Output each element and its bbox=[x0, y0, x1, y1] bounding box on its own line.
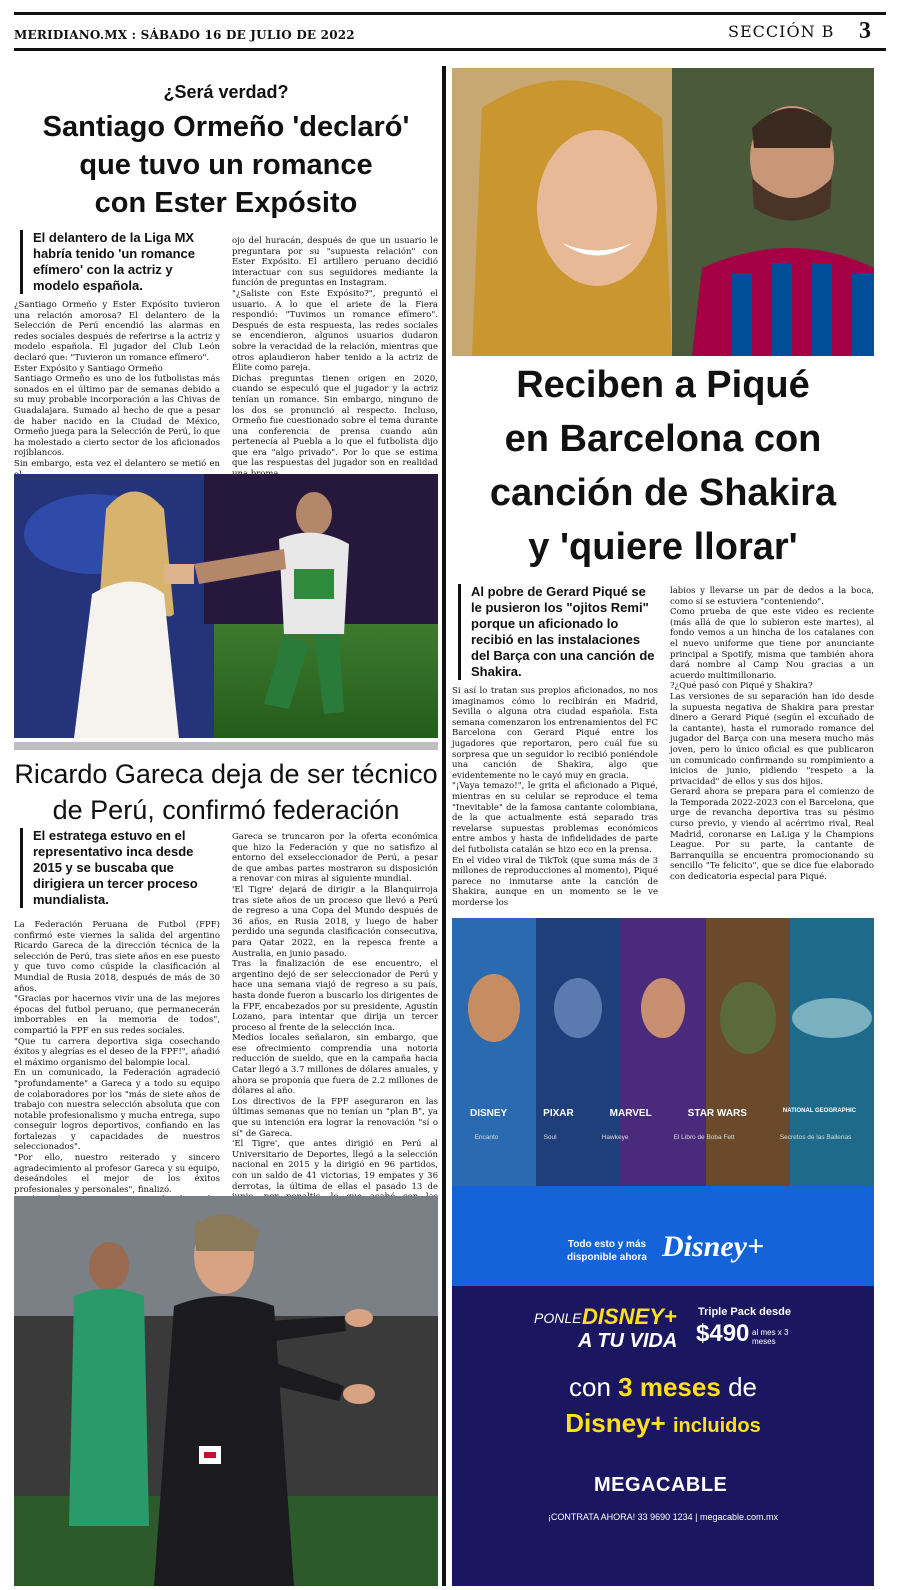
ad-tres-meses: 3 meses bbox=[618, 1372, 721, 1402]
paragraph: "Gracias por hacernos vivir una de las mejores épocas del futbol peruano, que permanecerán imborrables en la memoria de todos", compartió la FPF en sus redes sociales. bbox=[14, 994, 220, 1036]
paragraph: labios y llevarse un par de dedos a la boca, como si se estuviera "conteniendo". bbox=[670, 586, 874, 607]
paragraph: Si así lo tratan sus propios aficionados, no nos imaginamos cómo lo recibirán en Madrid, Sevilla o alguna otra ciudad española. Esta semana comenzaron los entrenamientos del FC Barcelona con Gerard Piqué entre los jugadores que reportaron, pero cuál fue su sorpresa que un seguidor lo recibió poniéndole una canción de Shakira, algo que evidentemente no le cayó muy en gracia. bbox=[452, 686, 658, 781]
article2-lead: El estratega estuvo en el representativo inca desde 2015 y se buscaba que dirigiera un tercer proceso mundialista. bbox=[20, 828, 212, 908]
section-label: SECCIÓN B bbox=[728, 22, 835, 41]
header-bottom-rule bbox=[14, 48, 886, 52]
megacable-logo: MEGACABLE bbox=[594, 1474, 728, 1496]
article3-title bbox=[452, 358, 874, 574]
brand-national-geographic: NATIONAL GEOGRAPHIC bbox=[782, 1108, 857, 1114]
ad-price-period: al mes x 3 meses bbox=[752, 1328, 789, 1346]
ad-contrata: ¡CONTRATA AHORA! 33 9690 1234 | megacable.com.mx bbox=[547, 1512, 779, 1522]
paragraph: "¿Saliste con Este Expósito?", preguntó el usuario. A lo que el ariete de la Fiera respondió: "Tuvimos un romance efímero". Después de esta respuesta, las redes sociales se encendieron, algunos usuarios dudaron sobre la veracidad de la relación, mientras que otros aplaudieron haber tenido a la actriz de Élite como pareja. bbox=[232, 288, 438, 374]
masthead-date: MERIDIANO.MX : SÁBADO 16 DE JULIO DE 2022 bbox=[14, 28, 355, 42]
ad-poster-strip bbox=[452, 918, 874, 1186]
header-top-rule bbox=[14, 12, 886, 15]
paragraph: Ester Expósito y Santiago Ormeño bbox=[14, 363, 163, 374]
paragraph: Los directivos de la FPF aseguraron en las últimas semanas que no tenían un "plan B", ya que su intención era lograr la renovación "sí o sí" de Gareca. bbox=[232, 1096, 438, 1139]
paragraph: Como prueba de que este video es reciente (más allá de que lo subieron este martes), al fondo vemos a un hincha de los catalanes con el nuevo uniforme que tiene por anunciante principal a Spotify, misma que también ahora dará nombre al Camp Nou gracias a un acuerdo multimillonario. bbox=[670, 607, 874, 681]
column-divider bbox=[442, 66, 446, 1586]
ad-incluidos-disney: Disney+ bbox=[565, 1408, 666, 1438]
section-separator bbox=[14, 742, 438, 750]
paragraph: La Federación Peruana de Futbol (FPF) confirmó este viernes la salida del argentino Ricardo Gareca de la dirección técnica de la selección de Perú, tras siete años en ese puesto y que tuvo como cúspide la clasificación al Mundial de Rusia 2018, después de más de 30 años. bbox=[14, 920, 220, 994]
article3-column-2 bbox=[670, 586, 874, 912]
ad-de: de bbox=[728, 1372, 757, 1402]
page-number: 3 bbox=[859, 18, 871, 44]
brand-marvel: MARVEL bbox=[609, 1108, 652, 1119]
paragraph: Gerard ahora se prepara para el comienzo de la Temporada 2022-2023 con el Barcelona, que urge de revancha deportiva tras su pésimo curso previo, y viendo al acérrimo rival, Real Madrid, coronarse en LaLiga y la Champions League. Por su parte, la cantante de Barranquilla se encuentra promocionando su sencillo "Te felicito", que se dice fue elaborado con dedicatoria especial para Piqué. bbox=[670, 787, 874, 883]
paragraph: Medios locales señalaron, sin embargo, que ese ofrecimiento comprendía una notoria reducción de sueldo, que en la campaña hacia Catar llegó a 3.7 millones de dólares anuales, y ahora se proponía que fuera de 2.2 millones de dólares al año. bbox=[232, 1033, 438, 1097]
article2-column-2 bbox=[232, 832, 438, 1190]
article3-title-line: en Barcelona con bbox=[504, 418, 822, 460]
brand-disney: DISNEY bbox=[469, 1108, 508, 1119]
paragraph: ?¿Qué pasó con Piqué y Shakira? bbox=[670, 681, 813, 692]
paragraph: Las versiones de su separación han ido desde la supuesta negativa de Shakira para prestar dinero a Gerard Piqué (según el excuñado de la cantante), hasta el rumorado romance del jugador del Barça con una mesera mucho más joven, pero lo único oficial es que publicaron un comunicado confirmando su rompimiento a inicios de junio, pidiendo "respeto a la privacidad" de ellos y sus dos hijos. bbox=[670, 691, 874, 787]
paragraph: ojo del huracán, después de que un usuario le preguntara por su "supuesta relación" con Ester Expósito. El artillero peruano decidió interactuar con sus seguidores mediante la función de preguntas en Instagram. bbox=[232, 236, 438, 289]
ad-brand-row bbox=[452, 1108, 874, 1119]
paragraph: En un comunicado, la Federación agradeció "profundamente" a Gareca y a todo su equipo de colaboradores por los "más de siete años de trabajo con nuestra selección absoluta que con notable profesionalismo y mucha entrega, supo conseguir logros deportivos, confiando en las fortalezas y capacidades de nuestros seleccionados". bbox=[14, 1068, 220, 1153]
article3-photo bbox=[452, 68, 874, 356]
article1-column-2 bbox=[232, 236, 438, 468]
caption: Encanto bbox=[474, 1134, 499, 1141]
brand-pixar: PIXAR bbox=[543, 1108, 574, 1119]
paragraph: Sin embargo, esta vez el delantero se metió en bbox=[14, 458, 220, 469]
ad-caption-row bbox=[452, 1134, 874, 1141]
paragraph: 'El Tigre', que antes dirigió en Perú al Universitario de Deportes, llegó a la selección nacional en 2015 y la dirigió en 96 partidos, con un saldo de 41 victorias, 19 empates y 36 derrotas, la última de ellas el pasado 13 de bbox=[232, 1139, 438, 1192]
ad-triple-pack: Triple Pack desde bbox=[698, 1306, 791, 1318]
article2-title-line: Ricardo Gareca deja de ser técnico bbox=[14, 759, 438, 789]
article2-title-line: de Perú, confirmó federación bbox=[52, 795, 400, 825]
photo-shakira-pique bbox=[452, 68, 874, 356]
paragraph: "¡Vaya temazo!", le grita el aficionado a Piqué, mientras en su celular se reproduce el tema "Inevitable" de la famosa cantante colombiana, de la que actualmente está separado tras revelarse supuestas problemas económicos entre ambos y hasta de infidelidades de parte del futbolista catalán se hizo eco en la prensa. bbox=[452, 781, 658, 855]
article2-title bbox=[14, 756, 438, 828]
article1-lead: El delantero de la Liga MX habría tenido 'un romance efímero' con la actriz y modelo española. bbox=[20, 230, 220, 294]
article1-kicker: ¿Será verdad? bbox=[163, 82, 289, 102]
ad-ponle: PONLE bbox=[534, 1310, 582, 1326]
article3-title-line: canción de Shakira bbox=[489, 472, 837, 514]
ad-disney-plus-yellow: DISNEY+ bbox=[582, 1304, 677, 1329]
article1-title-line: con Ester Expósito bbox=[94, 187, 358, 219]
ad-tagline-band bbox=[452, 1186, 874, 1286]
ad-incluidos: incluidos bbox=[672, 1415, 761, 1437]
article3-column-1 bbox=[452, 686, 658, 912]
ad-a-tu-vida: A TU VIDA bbox=[578, 1330, 678, 1352]
ad-offer-panel bbox=[452, 1286, 874, 1586]
article3-title-line: Reciben a Piqué bbox=[516, 364, 810, 406]
ad-meses-line bbox=[452, 1372, 874, 1403]
paragraph: Gareca se truncaron por la oferta económica que hizo la Federación y que no satisfizo al entorno del exseleccionador de Perú, a pesar de que ambas partes mostraron su disposición a renovar con miras al siguiente mundial. bbox=[232, 832, 438, 885]
paragraph: Santiago Ormeño es uno de los futbolistas más sonados en el último par de semanas debido a su muy probable incorporación a las Chivas de Guadalajara. Sumado al hecho de que a pesar de haber nacido en la Ciudad de México, Ormeño juega para la Selección de Perú, lo que ha molestado a cierto sector de los aficionados rojiblancos. bbox=[14, 374, 220, 459]
article2-column-1 bbox=[14, 920, 220, 1195]
caption: Hawkeye bbox=[601, 1134, 629, 1141]
article2-photo bbox=[14, 1196, 438, 1586]
article3-title-line: y 'quiere llorar' bbox=[528, 526, 798, 568]
caption: Secretos de las Ballenas bbox=[779, 1134, 852, 1141]
article1-title-line: Santiago Ormeño 'declaró' bbox=[42, 111, 410, 143]
disney-plus-ad bbox=[452, 918, 874, 1586]
ad-con: con bbox=[569, 1372, 611, 1402]
photo-gareca bbox=[14, 1196, 438, 1586]
brand-star-wars: STAR WARS bbox=[687, 1108, 747, 1119]
paragraph: "Que tu carrera deportiva siga cosechando éxitos y alegrías es el deseo de la FPF!", añadió el máximo organismo del balompie local. bbox=[14, 1036, 220, 1068]
paragraph: 'El Tigre' dejará de dirigir a la Blanquirroja tras siete años de un proceso que llevó a Perú de regreso a una Copa del Mundo después de 36 años, en Rusia 2018, y luego de haber perdido una segunda clasificación consecutiva, para Qatar 2022, en la repesca frente a Australia, en junio pasado. bbox=[232, 884, 438, 959]
paragraph: Dichas preguntas tienen origen en 2020, cuando se especuló que el jugador y la actriz tenían un romance. Sin embargo, ninguno de los dos se pronunció al respecto. Incluso, Ormeño fue cuestionado sobre el tema durante una conferencia de prensa cuando aún pertenecía al Puebla a lo que el futbolista dijo que era "algo privado". Por lo que se estima que las respuestas del jugador son en realidad bbox=[232, 373, 438, 469]
caption: El Libro de Boba Fett bbox=[673, 1134, 735, 1141]
paragraph: "Por ello, nuestro reiterado y sincero agradecimiento al profesor Gareca y su equipo, deseándoles el mejor de los éxitos profesionales y personales", finalizó. bbox=[14, 1153, 220, 1195]
ad-tagline: Todo esto y más disponible ahora bbox=[566, 1239, 647, 1263]
paragraph: ¿Santiago Ormeño y Ester Expósito tuvieron una relación amorosa? El delantero de la Selección de Perú encendió las alarmas en redes sociales después de referirse a la actriz y modelo española. El jugador del Club León declaró que: "Tuvieron un romance efímero". bbox=[14, 300, 220, 363]
paragraph: Tras la finalización de ese encuentro, el argentino dejó de ser seleccionador de Perú y hace una semana viajó de regreso a su país, hasta donde fueron a buscarlo los dirigentes de la FPF, encabezados por su presidente, Agustín Lozano, para intentar que dirija un tercer proceso al frente de la selección inca. bbox=[232, 959, 438, 1033]
paragraph: En el video viral de TikTok (que suma más de 3 millones de reproducciones al momento), Piqué parece no inmutarse ante la canción de Shakira, aunque en un momento se le ve morderse los bbox=[452, 855, 658, 908]
photo-ester-ormeno bbox=[14, 474, 438, 738]
article1-title bbox=[14, 108, 438, 222]
caption: Soul bbox=[543, 1134, 557, 1141]
article1-column-1 bbox=[14, 300, 220, 470]
ad-incluidos-line bbox=[452, 1408, 874, 1439]
disney-plus-logo: Disney+ bbox=[662, 1230, 765, 1263]
article1-title-line: que tuvo un romance bbox=[79, 149, 373, 181]
page-header bbox=[14, 12, 886, 52]
ad-price: $490 bbox=[696, 1320, 750, 1347]
article3-lead: Al pobre de Gerard Piqué se le pusieron los "ojitos Remi" porque un aficionado lo recibió en las instalaciones del Barça con una canción de Shakira. bbox=[458, 584, 658, 680]
article1-photo bbox=[14, 474, 438, 738]
